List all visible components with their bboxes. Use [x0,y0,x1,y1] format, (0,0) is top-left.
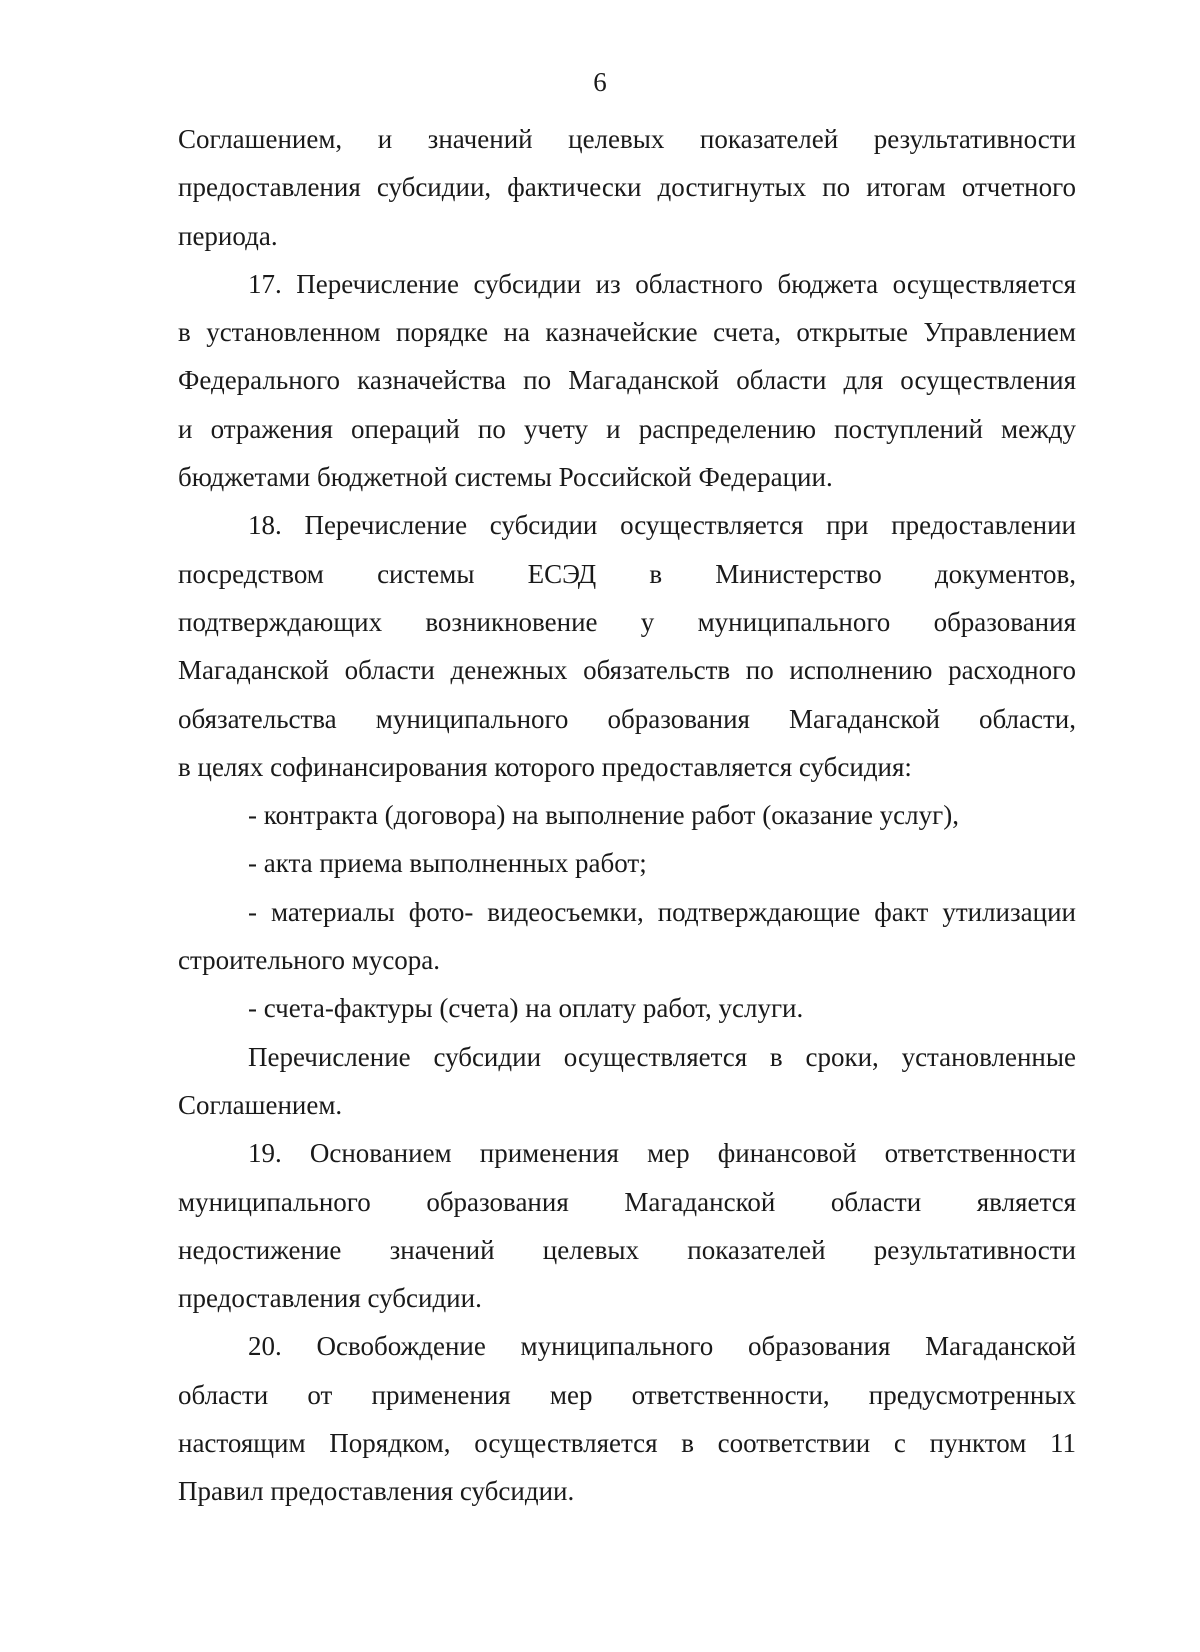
text-line: 18. Перечисление субсидии осуществляется при предоставлении [248,510,1076,541]
paragraph-20 [178,1322,1076,1515]
list-item-contract [178,791,1076,839]
text-line: 20. Освобождение муниципального образования Магаданской [248,1331,1076,1362]
text-line: области от применения мер ответственности, предусмотренных [178,1379,1076,1410]
text-line: бюджетами бюджетной системы Российской Федерации. [178,462,833,493]
list-item-photo-materials [178,888,1076,985]
paragraph-18 [178,501,1076,791]
list-item-act [178,839,1076,887]
text-line: - контракта (договора) на выполнение работ (оказание услуг), [248,800,959,831]
text-line: и отражения операций по учету и распределению поступлений между [178,413,1076,444]
text-line: - счета-фактуры (счета) на оплату работ, услуги. [248,993,804,1024]
text-line: предоставления субсидии. [178,1283,482,1314]
text-line: периода. [178,220,278,251]
text-line: Федерального казначейства по Магаданской области для осуществления [178,365,1076,396]
paragraph-continuation [178,115,1076,260]
text-line: строительного мусора. [178,945,441,976]
text-line: недостижение значений целевых показателей результативности [178,1234,1076,1265]
text-line: Соглашением, и значений целевых показателей результативности [178,124,1076,154]
text-line: посредством системы ЕСЭД в Министерство документов, [178,558,1076,589]
text-line: настоящим Порядком, осуществляется в соответствии с пунктом 11 [178,1428,1076,1459]
list-item-invoices [178,984,1076,1032]
text-line: муниципального образования Магаданской области является [178,1186,1076,1217]
text-line: Магаданской области денежных обязательств по исполнению расходного [178,655,1076,686]
text-line: в целях софинансирования которого предоставляется субсидия: [178,751,912,782]
text-line: обязательства муниципального образования Магаданской области, [178,703,1076,734]
text-line: 19. Основанием применения мер финансовой ответственности [248,1138,1076,1169]
text-line: подтверждающих возникновение у муниципального образования [178,606,1076,637]
text-line: 17. Перечисление субсидии из областного бюджета осуществляется [248,268,1076,299]
text-line: - акта приема выполненных работ; [248,848,647,879]
text-line: в установленном порядке на казначейские счета, открытые Управлением [178,317,1076,348]
text-line: Правил предоставления субсидии. [178,1476,575,1507]
text-line: предоставления субсидии, фактически достигнутых по итогам отчетного [178,172,1076,203]
paragraph-19 [178,1129,1076,1322]
paragraph-transfer-terms [178,1033,1076,1130]
text-line: - материалы фото- видеосъемки, подтверждающие факт утилизации [248,896,1076,927]
text-line: Перечисление субсидии осуществляется в сроки, установленные [248,1041,1076,1072]
page-number: 6 [593,67,607,97]
text-line: Соглашением. [178,1089,343,1120]
document-body [178,115,1076,1516]
paragraph-17 [178,260,1076,501]
